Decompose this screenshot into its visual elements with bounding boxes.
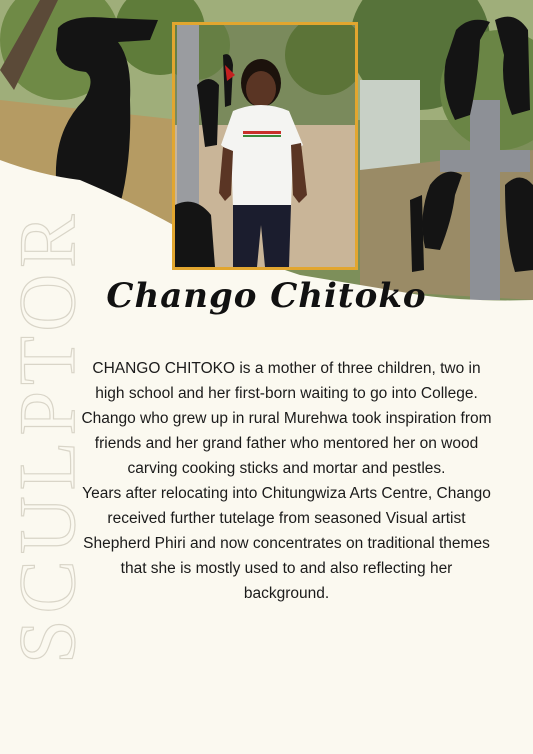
artist-name-heading: Chango Chitoko [106, 276, 427, 316]
artist-portrait-photo [172, 22, 358, 270]
bio-paragraph-2: Years after relocating into Chitungwiza Arts Centre, Chango received further tutelage from seasoned Visual artist Shepherd Phiri and now concentrates on traditional themes that she is mostly used to and also reflecting her background. [82, 485, 491, 602]
sculptor-watermark: SCULPTOR [4, 208, 92, 664]
bio-paragraph-1: CHANGO CHITOKO is a mother of three children, two in high school and her first-born waiting to go into College. Chango who grew up in rural Murehwa took inspiration from friends and her grand father who mentored her on wood carving cooking sticks and mortar and pestles. [81, 360, 492, 477]
artist-biography [80, 356, 493, 606]
